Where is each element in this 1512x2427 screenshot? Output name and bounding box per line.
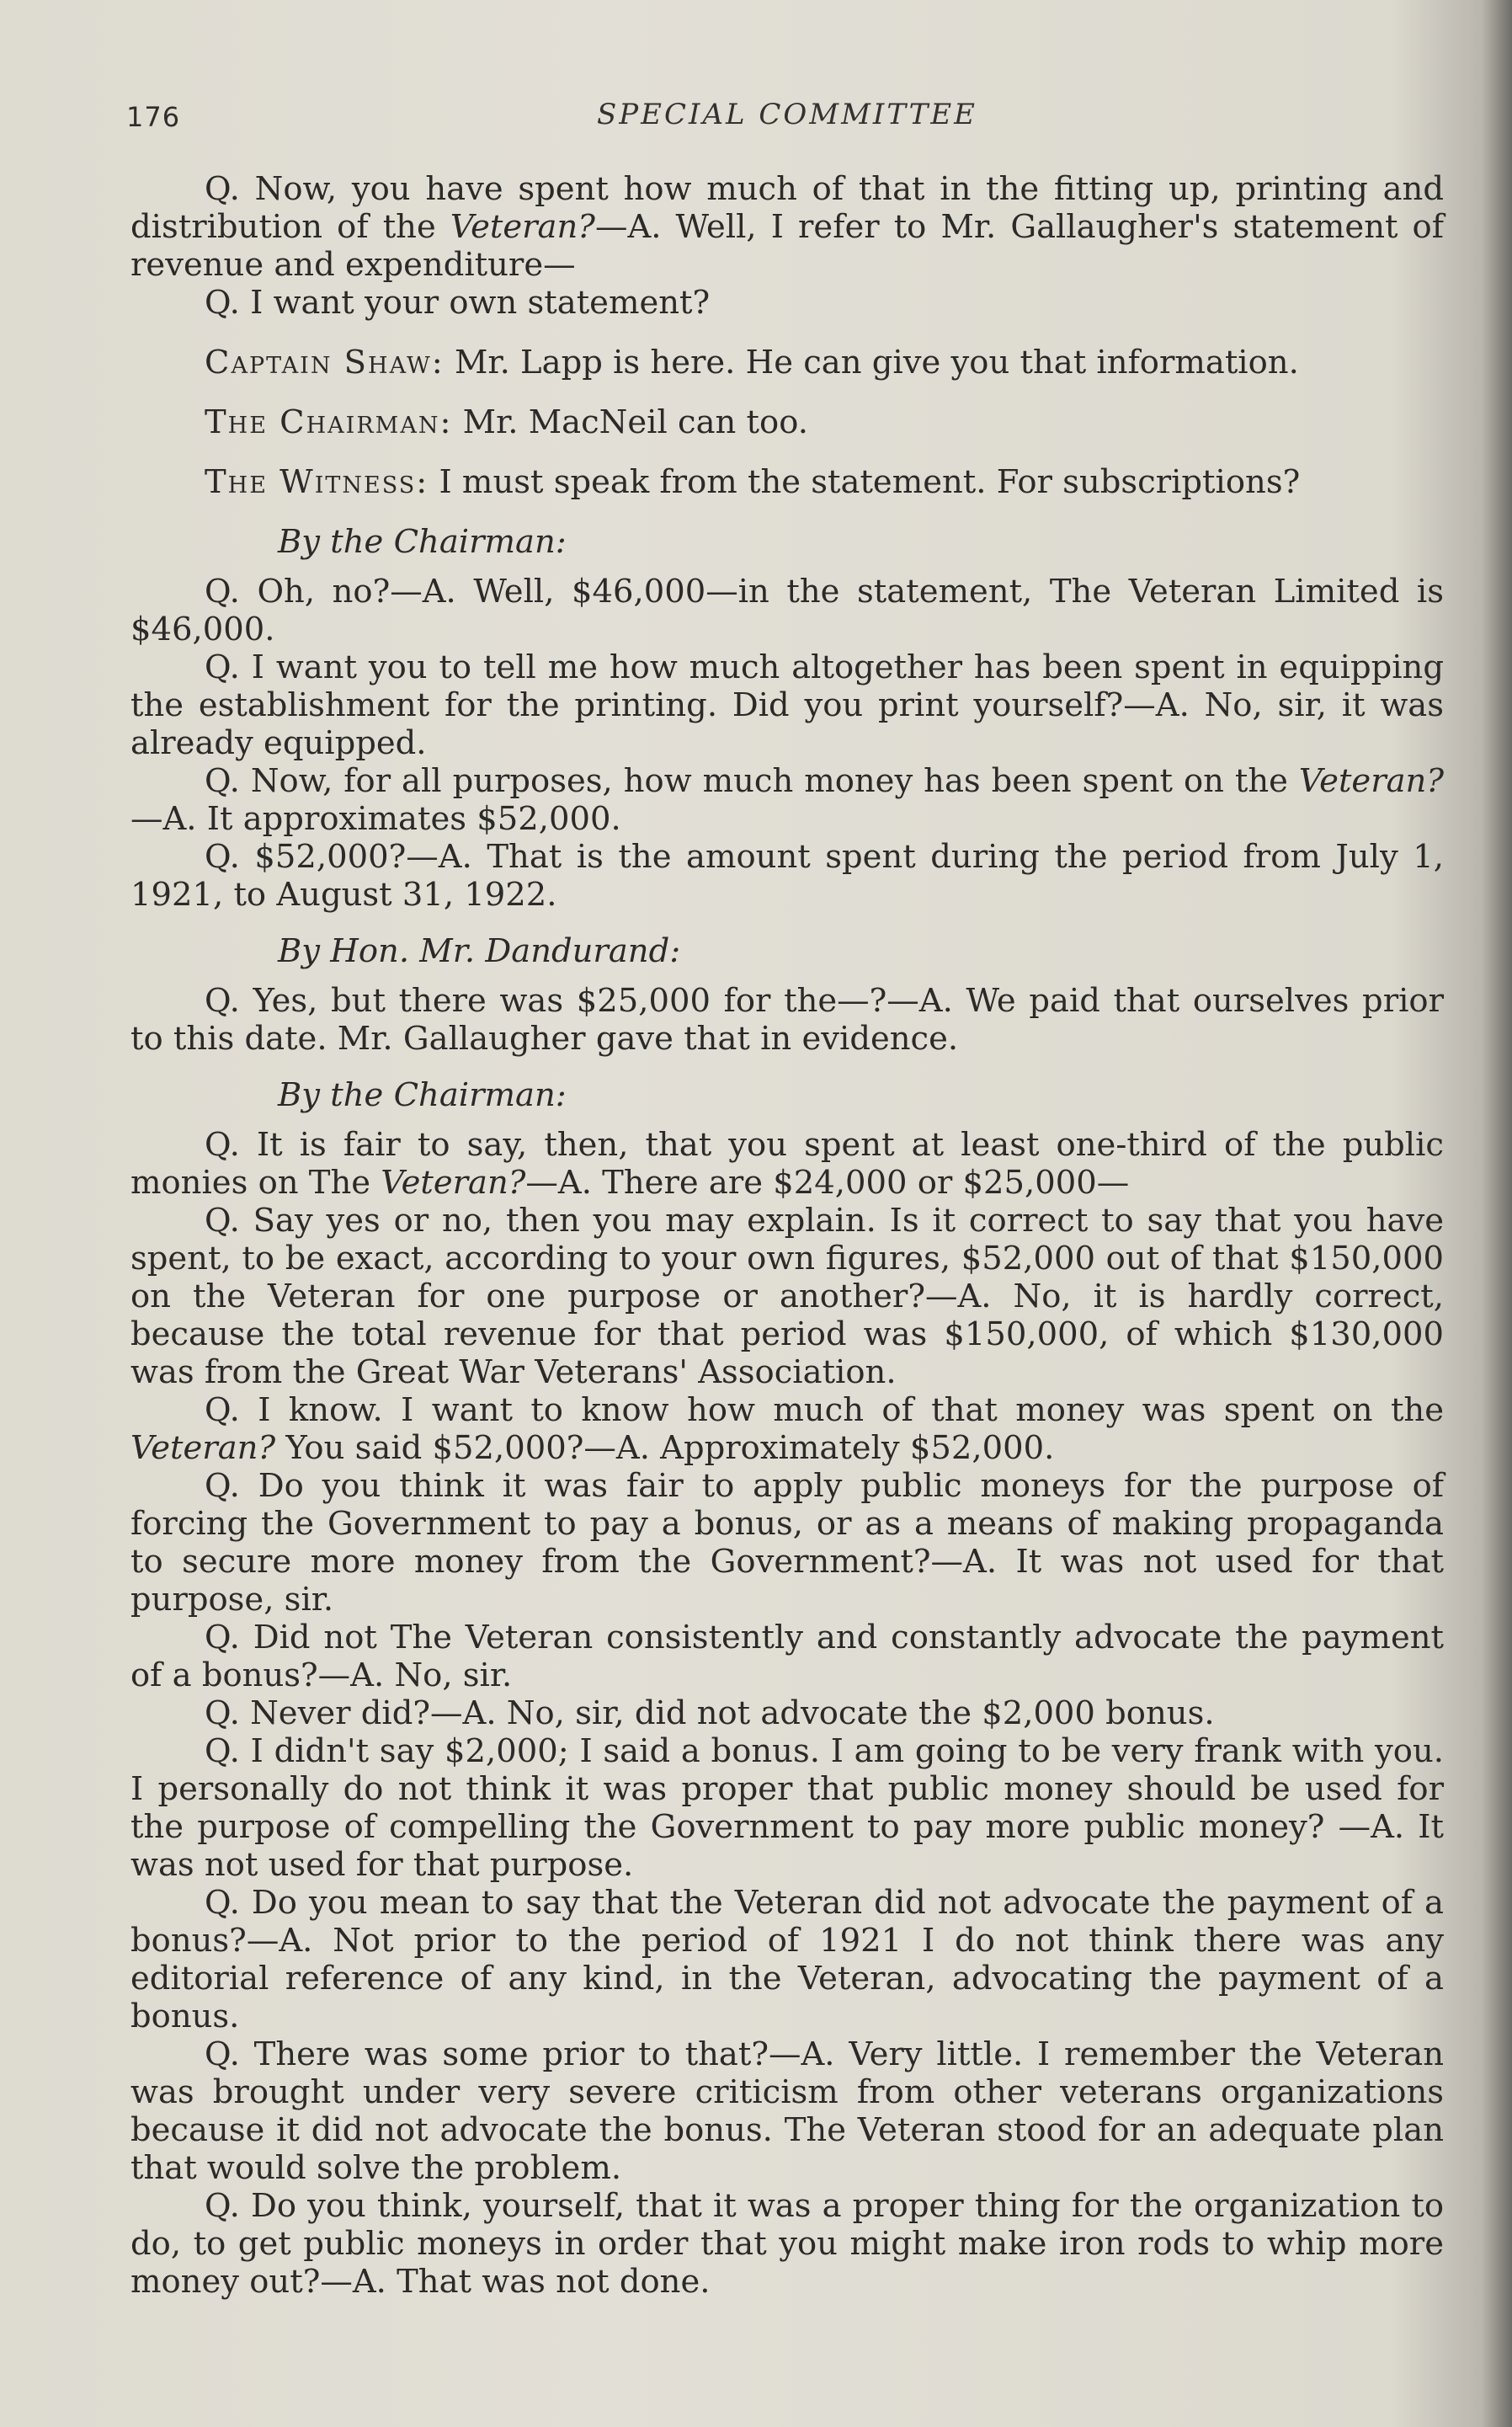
speaker-paragraph: [130, 344, 1444, 381]
qa-paragraph: Q. Oh, no?—A. Well, $46,000—in the statement, The Veteran Limited is $46,000.: [130, 573, 1444, 648]
qa-paragraph: Q. I didn't say $2,000; I said a bonus. I am going to be very frank with you. I personally do not think it was proper that public money should be used for the purpose of compelling the Government to pay more public money? —A. It was not used for that purpose.: [130, 1732, 1444, 1884]
examiner-heading: By the Chairman:: [278, 523, 567, 561]
qa-paragraph: Q. Now, you have spent how much of that in the fitting up, printing and distribution of the Veteran?—A. Well, I refer to Mr. Gallaugher's statement of revenue and expenditure—: [130, 170, 1444, 284]
speaker-paragraph: [130, 403, 1444, 441]
speaker-text: Mr. Lapp is here. He can give you that information.: [444, 344, 1299, 381]
page-header: [126, 94, 1448, 145]
qa-paragraph: Q. I want your own statement?: [205, 284, 711, 322]
qa-paragraph: Q. $52,000?—A. That is the amount spent during the period from July 1, 1921, to August 31, 1922.: [130, 838, 1444, 914]
qa-paragraph: Q. Do you mean to say that the Veteran did not advocate the payment of a bonus?—A. Not prior to the period of 1921 I do not think there was any editorial reference of any kind, in the Veteran, advocating the payment of a bonus.: [130, 1884, 1444, 2035]
qa-paragraph: Q. Never did?—A. No, sir, did not advocate the $2,000 bonus.: [205, 1694, 1215, 1732]
qa-paragraph: Q. Did not The Veteran consistently and constantly advocate the payment of a bonus?—A. No, sir.: [130, 1619, 1444, 1694]
qa-paragraph: Q. Yes, but there was $25,000 for the—?—A. We paid that ourselves prior to this date. Mr. Gallaugher gave that in evidence.: [130, 982, 1444, 1058]
qa-paragraph: Q. Now, for all purposes, how much money has been spent on the Veteran? —A. It approximates $52,000.: [130, 762, 1444, 838]
qa-paragraph: Q. Do you think it was fair to apply public moneys for the purpose of forcing the Government to pay a bonus, or as a means of making propaganda to secure more money from the Government?—A. It was not used for that purpose, sir.: [130, 1467, 1444, 1619]
speaker-text: I must speak from the statement. For subscriptions?: [429, 463, 1301, 501]
speaker-paragraph: [130, 463, 1444, 501]
speaker-name: The Chairman:: [205, 403, 453, 441]
page-number: 176: [126, 101, 181, 133]
speaker-name: Captain Shaw:: [205, 344, 445, 381]
examiner-heading: By the Chairman:: [278, 1076, 567, 1114]
running-head: SPECIAL COMMITTEE: [597, 98, 977, 131]
transcript-body: [130, 170, 1444, 2301]
qa-paragraph: Q. Say yes or no, then you may explain. Is it correct to say that you have spent, to be exact, according to your own figures, $52,000 out of that $150,000 on the Veteran for one purpose or another?—A. No, it is hardly correct, because the total revenue for that period was $150,000, of which $130,000 was from the Great War Veterans' Association.: [130, 1202, 1444, 1391]
examiner-heading: By Hon. Mr. Dandurand:: [278, 932, 681, 970]
speaker-text: Mr. MacNeil can too.: [452, 403, 808, 441]
qa-paragraph: Q. It is fair to say, then, that you spent at least one-third of the public monies on The Veteran?—A. There are $24,000 or $25,000—: [130, 1126, 1444, 1202]
qa-paragraph: Q. Do you think, yourself, that it was a proper thing for the organization to do, to get public moneys in order that you might make iron rods to whip more money out?—A. That was not done.: [130, 2187, 1444, 2301]
qa-paragraph: Q. There was some prior to that?—A. Very little. I remember the Veteran was brought under very severe criticism from other veterans organizations because it did not advocate the bonus. The Veteran stood for an adequate plan that would solve the problem.: [130, 2035, 1444, 2187]
qa-paragraph: Q. I want you to tell me how much altogether has been spent in equipping the establishment for the printing. Did you print yourself?—A. No, sir, it was already equipped.: [130, 648, 1444, 762]
speaker-name: The Witness:: [205, 463, 429, 501]
qa-paragraph: Q. I know. I want to know how much of that money was spent on the Veteran? You said $52,000?—A. Approximately $52,000.: [130, 1391, 1444, 1467]
